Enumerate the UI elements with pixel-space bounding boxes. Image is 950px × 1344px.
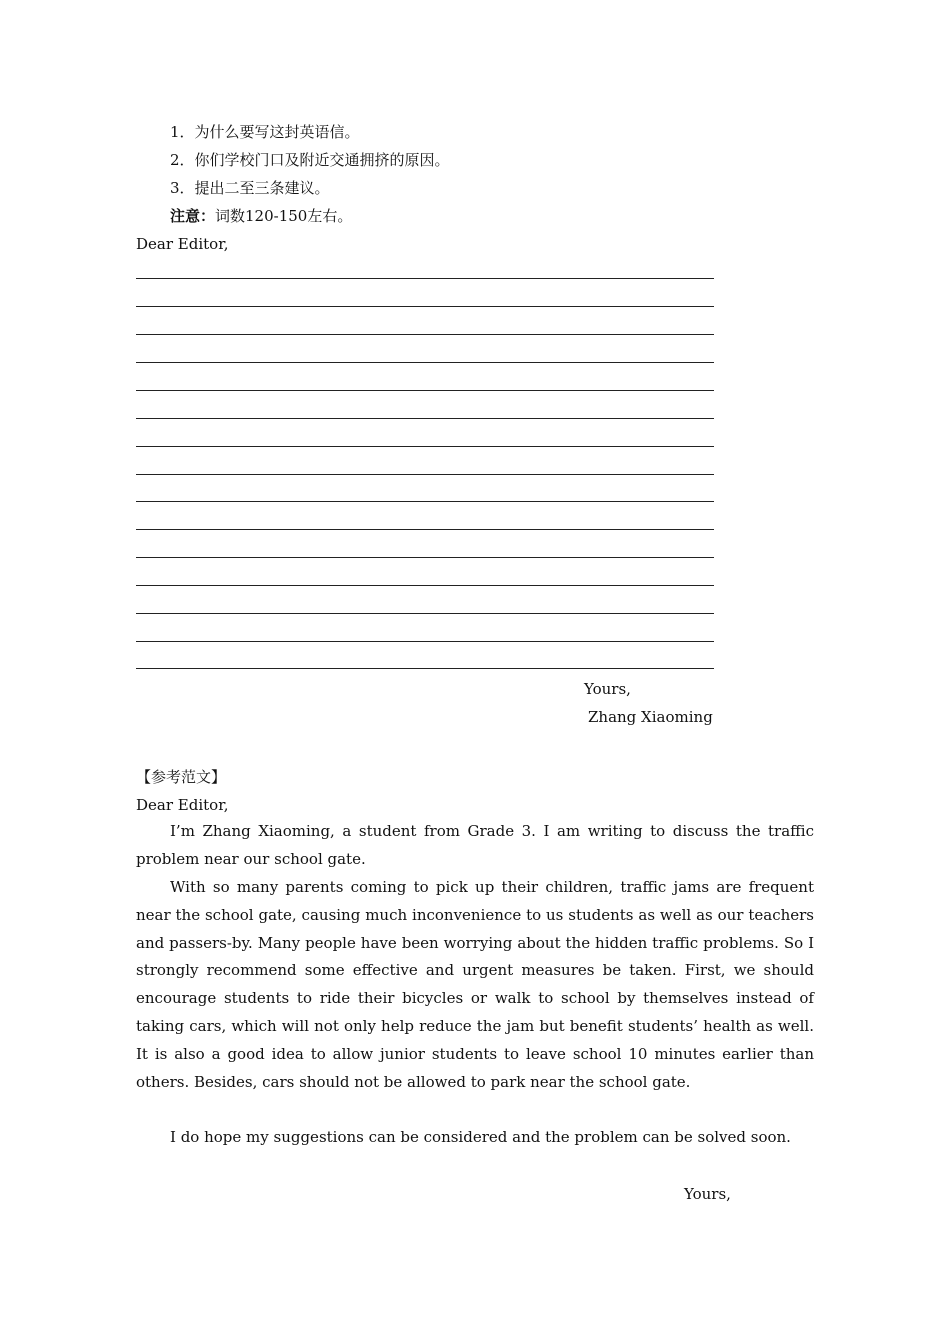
writing-line	[136, 585, 714, 586]
letter-greeting: Dear Editor,	[136, 235, 229, 253]
writing-line	[136, 529, 714, 530]
writing-line	[136, 362, 714, 363]
paragraph-text: I do hope my suggestions can be considered and the problem can be solved soon.	[170, 1128, 791, 1146]
paragraph-text: With so many parents coming to pick up their children, traffic jams are frequent near the school gate, causing much inconvenience to us students as well as our teachers and passers-by. Many people have been worrying about the hidden traffic problems. So I strongly recommend some effective and urgent measures be taken. First, we should encourage students to ride their bicycles or walk to school by themselves instead of taking cars, which will not only help reduce the jam but benefit students’ health as well. It is also a good idea to allow junior students to leave school 10 minutes earlier than others. Besides, cars should not be allowed to park near the school gate.	[136, 878, 814, 1091]
task-3: 3．提出二至三条建议。	[170, 179, 330, 197]
writing-line	[136, 390, 714, 391]
task-2: 2．你们学校门口及附近交通拥挤的原因。	[170, 151, 450, 169]
writing-line	[136, 474, 714, 475]
word-count-note	[170, 206, 352, 226]
sample-greeting: Dear Editor,	[136, 796, 229, 814]
task-1: 1．为什么要写这封英语信。	[170, 123, 360, 141]
writing-line	[136, 278, 714, 279]
writing-line	[136, 446, 714, 447]
sample-closing: Yours,	[684, 1185, 731, 1203]
note-label: 注意：	[170, 207, 216, 225]
letter-closing: Yours,	[584, 680, 631, 698]
sample-paragraph-3	[136, 1124, 814, 1152]
writing-line	[136, 668, 714, 669]
writing-line	[136, 613, 714, 614]
letter-signature: Zhang Xiaoming	[588, 708, 713, 726]
note-text: 词数120-150左右。	[215, 207, 353, 225]
sample-paragraph-2	[136, 874, 814, 1096]
paragraph-text: I’m Zhang Xiaoming, a student from Grade 3. I am writing to discuss the traffic problem near our school gate.	[136, 822, 814, 868]
writing-line	[136, 306, 714, 307]
writing-line	[136, 418, 714, 419]
sample-heading: 【参考范文】	[136, 768, 227, 786]
writing-line	[136, 641, 714, 642]
sample-paragraph-1	[136, 818, 814, 874]
writing-line	[136, 334, 714, 335]
writing-line	[136, 557, 714, 558]
writing-line	[136, 501, 714, 502]
